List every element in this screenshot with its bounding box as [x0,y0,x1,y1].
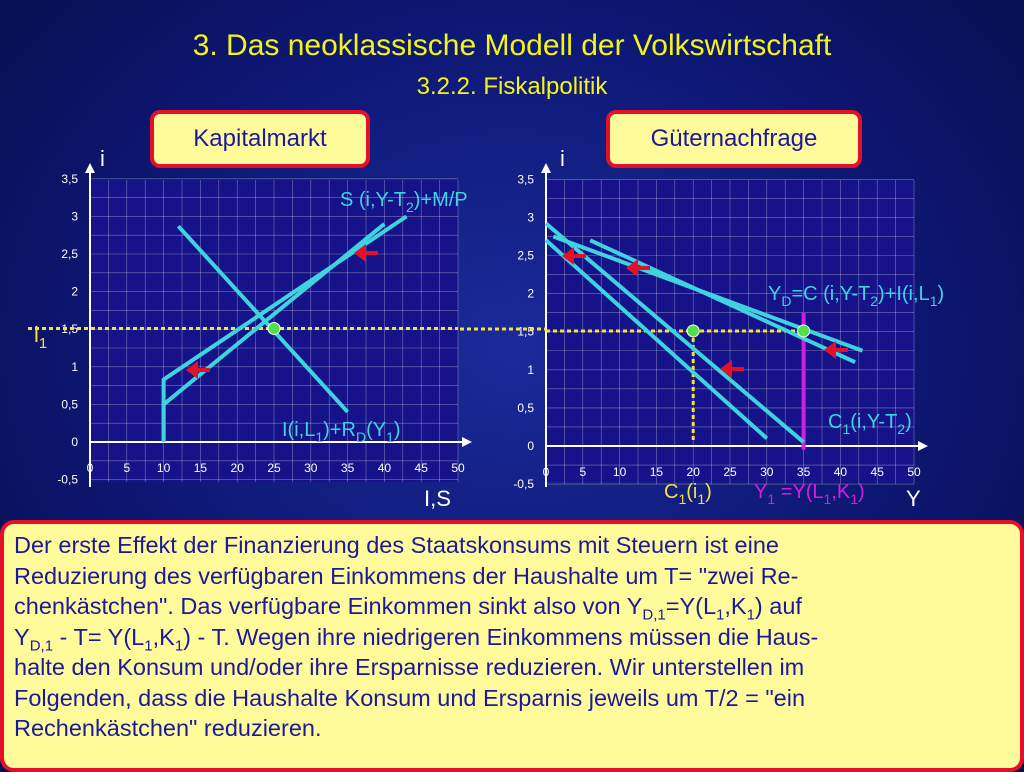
text-line-5: halte den Konsum und/oder ihre Ersparnisse reduzieren. Wir unterstellen im [14,654,805,680]
left-x-tick-label: 30 [304,461,318,475]
chart-right [513,146,944,511]
text-line-1: Der erste Effekt der Finanzierung des Staatskonsums mit Steuern ist eine [14,532,779,558]
text-line-2: Reduzierung des verfügbaren Einkommens der Haushalte um T= "zwei Re- [14,562,799,589]
right-x-tick-label: 40 [833,465,848,479]
left-x-tick-label: 15 [193,461,208,475]
page-title: 3. Das neoklassische Modell der Volkswirtschaft [192,29,832,62]
page-subtitle: 3.2.2. Fiskalpolitik [416,73,608,100]
panel-label-gueternachfrage: Güternachfrage [606,110,862,168]
right-x-label: Y [906,486,921,511]
right-x-tick-label: 35 [796,465,811,479]
right-x-tick-label: 20 [686,465,700,479]
text-line-4: $Y_{D,1} - T= Y(L_1,K_1) - T$. Wegen ihre niedrigeren Einkommens müssen die Haus- [14,623,819,655]
right-y-tick-label: 2,5 [517,248,534,263]
left-y-tick-label: -0,5 [57,472,78,487]
left-x-tick-label: 25 [267,461,281,475]
left-y-tick-label: 1 [71,359,78,374]
panel-label-kapitalmarkt: Kapitalmarkt [150,110,370,168]
right-equilibrium-point-0 [687,325,699,337]
right-x-tick-label: 25 [723,465,737,479]
chart-left [28,146,470,511]
right-y-tick-label: 1 [527,362,534,377]
text-line-6: Folgenden, dass die Haushalte Konsum und Ersparnis jeweils um T/2 = "ein [14,684,806,711]
left-x-label: I,S [424,486,451,511]
right-y-tick-label: 0,5 [517,400,534,415]
left-x-tick-label: 35 [340,461,355,475]
left-y-ticks [57,172,78,487]
left-x-tick-label: 20 [230,461,244,475]
left-guide-label: $i_1$ [34,322,48,352]
label-investment-curve: $I(i,L_1)+R_D(Y_1)$ [282,419,401,445]
left-x-tick-label: 0 [86,461,94,475]
left-y-tick-label: 0 [71,435,78,449]
left-points [268,322,280,334]
right-equilibrium-point-1 [798,325,810,337]
left-x-tick-label: 50 [451,461,465,475]
left-x-tick-label: 10 [156,461,171,475]
left-y-tick-label: 1,5 [61,322,78,337]
text-line-7: Rechenkästchen" reduzieren. [14,715,322,741]
right-y-label: i [560,146,565,171]
left-x-tick-label: 45 [414,461,428,475]
left-y-tick-label: 2,5 [61,247,78,261]
right-y-tick-label: 3,5 [517,172,534,187]
label-consumption-curve: $C_1(i,Y-T_2)$ [828,411,912,437]
right-x-tick-label: 50 [907,465,921,479]
right-y-ticks [513,172,534,491]
right-x-tick-label: 5 [579,465,587,479]
right-y-tick-label: 1,5 [517,324,534,339]
right-y-tick-label: 2 [527,286,534,301]
right-x-tick-label: 10 [612,465,627,479]
label-demand-curve: $Y_D=C$ $(i,Y-T_2)+I(i,L_1)$ [768,283,945,309]
label-saving-curve: S $(i,Y-T_2)+M/P$ [340,189,468,215]
right-x-tick-label: 30 [760,465,774,479]
right-y-tick-label: 0 [527,439,534,453]
left-equilibrium-point-0 [268,322,280,334]
right-x-tick-label: 0 [542,465,550,479]
left-y-tick-label: 3,5 [61,171,78,186]
left-y-tick-label: 0,5 [61,397,78,412]
left-y-tick-label: 3 [71,209,78,224]
explanation-textbox [0,520,1024,772]
label-output-level: $Y_1 =Y(L_1,K_1)$ [754,481,865,507]
label-consumption-level: $C_1(i_1)$ [664,481,712,507]
right-x-tick-label: 15 [649,465,664,479]
left-x-tick-label: 40 [377,461,392,475]
left-y-label: i [100,146,105,171]
text-line-3: chenkästchen". Das verfügbare Einkommen sinkt also von $Y_{D,1}=Y(L_1,K_1)$ auf [14,593,802,624]
right-y-tick-label: 3 [527,210,534,225]
left-x-tick-label: 5 [123,461,131,475]
right-x-tick-label: 45 [870,465,884,479]
left-y-tick-label: 2 [71,284,78,299]
right-y-tick-label: -0,5 [513,477,534,492]
